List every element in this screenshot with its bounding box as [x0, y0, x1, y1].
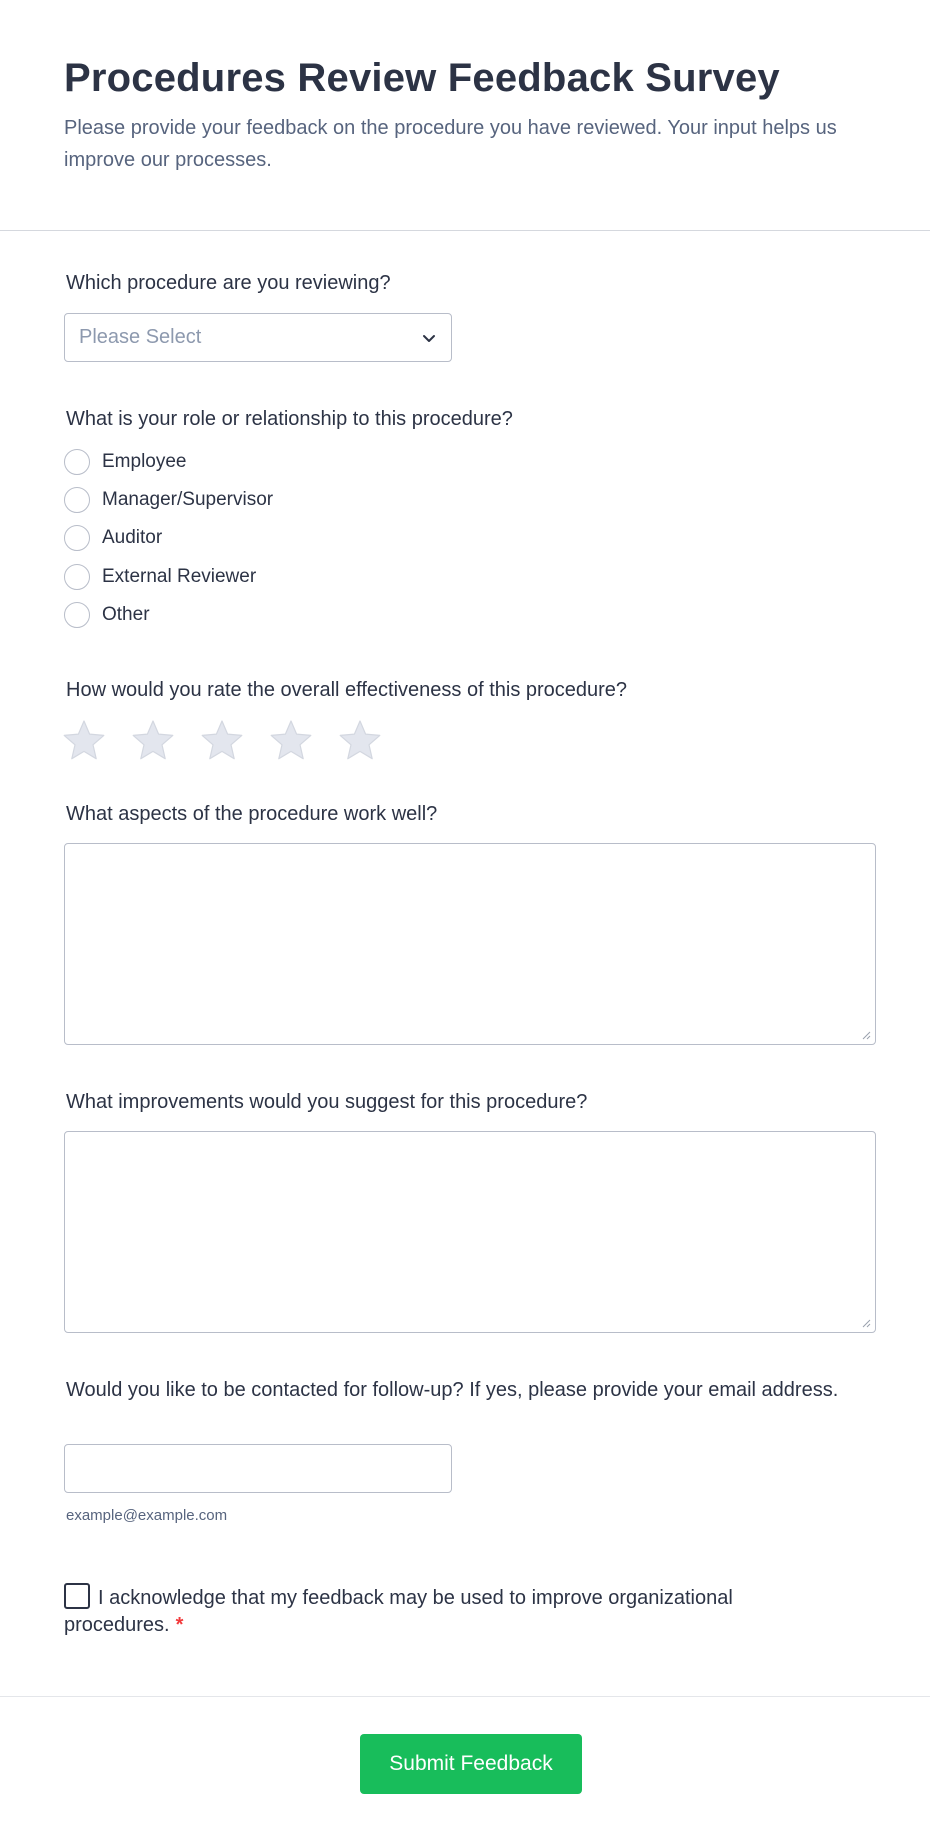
page-title: Procedures Review Feedback Survey [64, 56, 780, 100]
resize-grip-icon[interactable] [861, 1318, 871, 1328]
submit-button[interactable]: Submit Feedback [360, 1734, 582, 1794]
radio-button[interactable] [64, 564, 90, 590]
star-icon[interactable] [131, 718, 175, 762]
role-option-label: External Reviewer [102, 566, 257, 587]
procedure-select-placeholder: Please Select [79, 326, 202, 348]
required-mark: * [175, 1614, 184, 1636]
role-question-label: What is your role or relationship to this procedure? [66, 408, 513, 430]
improvements-textarea[interactable] [64, 1131, 876, 1333]
form-header [0, 0, 930, 231]
chevron-down-icon [421, 330, 437, 346]
page-subtitle: Please provide your feedback on the procedure you have reviewed. Your input helps us improve our processes. [64, 117, 837, 171]
star-icon[interactable] [200, 718, 244, 762]
role-option-external-reviewer[interactable] [64, 564, 256, 590]
acknowledge-label: I acknowledge that my feedback may be used to improve organizational procedures. [64, 1587, 733, 1636]
acknowledge-checkbox[interactable] [64, 1583, 90, 1609]
role-option-employee[interactable] [64, 449, 187, 475]
rating-question-label: How would you rate the overall effectiveness of this procedure? [66, 679, 628, 701]
radio-button[interactable] [64, 602, 90, 628]
footer-divider [0, 1696, 930, 1697]
star-icon[interactable] [269, 718, 313, 762]
star-icon[interactable] [338, 718, 382, 762]
radio-button[interactable] [64, 487, 90, 513]
star-icon[interactable] [62, 718, 106, 762]
role-option-label: Other [102, 604, 150, 625]
procedure-select[interactable] [64, 313, 452, 362]
role-option-other[interactable] [64, 602, 150, 628]
radio-button[interactable] [64, 525, 90, 551]
works-well-textarea[interactable] [64, 843, 876, 1045]
email-field[interactable] [64, 1444, 452, 1493]
works-well-question-label: What aspects of the procedure work well? [66, 803, 438, 825]
email-hint: example@example.com [66, 1507, 228, 1524]
role-option-manager[interactable] [64, 487, 273, 513]
acknowledge-row [64, 1583, 824, 1639]
role-option-label: Employee [102, 451, 187, 472]
radio-button[interactable] [64, 449, 90, 475]
role-option-label: Manager/Supervisor [102, 489, 274, 510]
role-option-auditor[interactable] [64, 525, 162, 551]
resize-grip-icon[interactable] [861, 1030, 871, 1040]
improvements-question-label: What improvements would you suggest for this procedure? [66, 1091, 588, 1113]
procedure-question-label: Which procedure are you reviewing? [66, 272, 391, 294]
role-option-label: Auditor [102, 527, 163, 548]
contact-question-label: Would you like to be contacted for follow-up? If yes, please provide your email address. [66, 1379, 839, 1401]
star-rating [62, 718, 407, 762]
